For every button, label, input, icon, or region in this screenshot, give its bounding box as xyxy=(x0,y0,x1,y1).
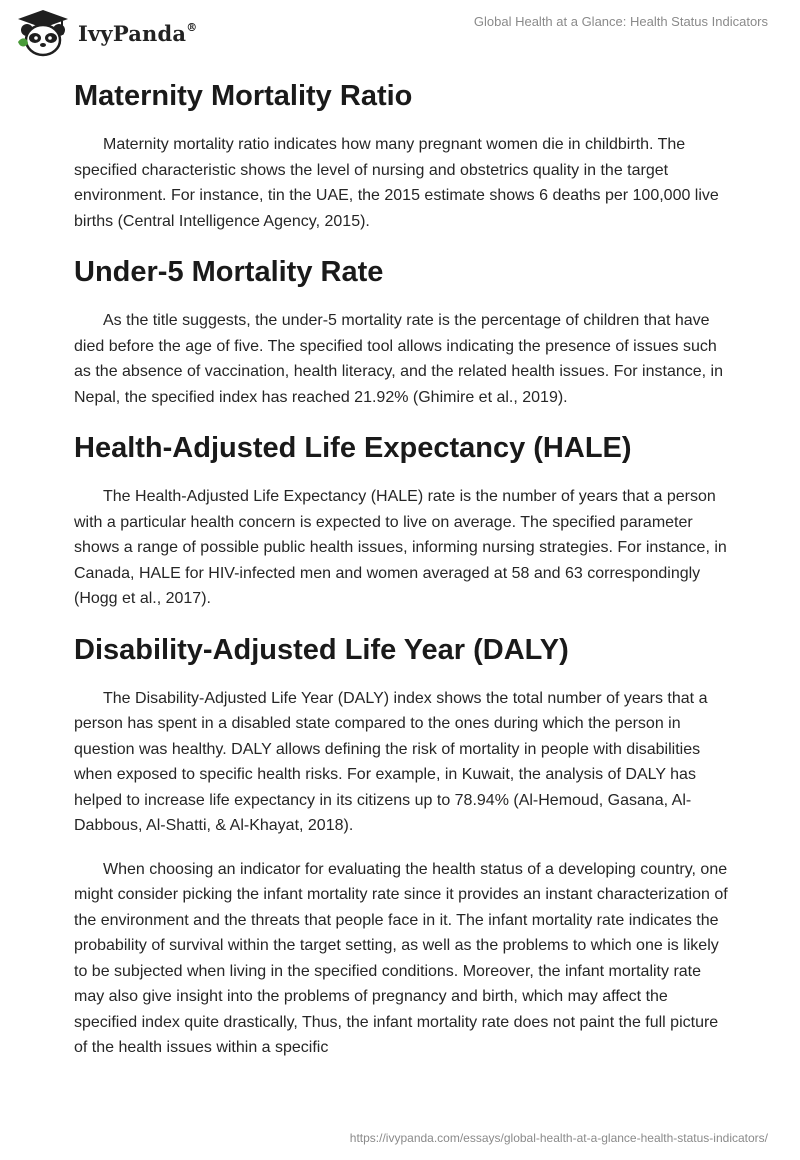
essay-content xyxy=(74,66,730,1079)
paragraph: Maternity mortality ratio indicates how many pregnant women die in childbirth. The specified characteristic shows the level of nursing and obstetrics quality in the target environment. For instance, tin the UAE, the 2015 estimate shows 6 deaths per 100,000 live births (Central Intelligence Agency, 2015). xyxy=(74,136,719,230)
paragraph: When choosing an indicator for evaluating the health status of a developing country, one might consider picking the infant mortality rate since it provides an instant characterization of the environment and the threats that people face in it. The infant mortality rate indicates the probability of survival within the target setting, as well as the problems to which one is likely to be subjected when living in the specified conditions. Moreover, the infant mortality rate may also give insight into the problems of pregnancy and birth, which may affect the specified index quite drastically, Thus, the infant mortality rate does not paint the full picture of the health issues within a specific xyxy=(74,860,728,1056)
section-heading: Disability-Adjusted Life Year (DALY) xyxy=(74,633,569,666)
source-url[interactable]: https://ivypanda.com/essays/global-health-at-a-glance-health-status-indicators/ xyxy=(349,1131,768,1145)
panda-graduate-icon xyxy=(14,8,72,58)
logo-text: IvyPanda xyxy=(78,20,187,46)
ivypanda-logo[interactable] xyxy=(14,8,197,58)
section-heading: Under-5 Mortality Rate xyxy=(74,256,384,288)
paragraph: As the title suggests, the under-5 mortality rate is the percentage of children that have died before the age of five. The specified tool allows indicating the presence of issues such as the absence of vaccination, health literacy, and the related health issues. For instance, in Nepal, the specified index has reached 21.92% (Ghimire et al., 2019). xyxy=(74,312,723,406)
paragraph: The Disability-Adjusted Life Year (DALY) index shows the total number of years that a person has spent in a disabled state compared to the ones during which the person in question was healthy. DALY allows defining the risk of mortality in people with disabilities when exposed to specific health risks. For example, in Kuwait, the analysis of DALY has helped to increase life expectancy in its citizens up to 78.94% (Al-Hemoud, Gasana, Al-Dabbous, Al-Shatti, & Al-Khayat, 2018). xyxy=(74,689,708,834)
logo-wordmark xyxy=(78,21,197,46)
section-heading: Health-Adjusted Life Expectancy (HALE) xyxy=(74,432,632,464)
paragraph: The Health-Adjusted Life Expectancy (HALE) rate is the number of years that a person with a particular health concern is expected to live on average. The specified parameter shows a range of possible public health issues, informing nursing strategies. For instance, in Canada, HALE for HIV-infected men and women averaged at 58 and 63 correspondingly (Hogg et al., 2017). xyxy=(74,488,727,607)
section-hale xyxy=(74,428,730,612)
registered-mark: ® xyxy=(186,20,198,34)
section-maternity-mortality xyxy=(74,76,730,234)
document-title: Global Health at a Glance: Health Status Indicators xyxy=(473,14,768,29)
section-daly xyxy=(74,630,730,1061)
page-header xyxy=(0,0,800,64)
section-under5-mortality xyxy=(74,252,730,410)
section-heading: Maternity Mortality Ratio xyxy=(74,80,413,112)
